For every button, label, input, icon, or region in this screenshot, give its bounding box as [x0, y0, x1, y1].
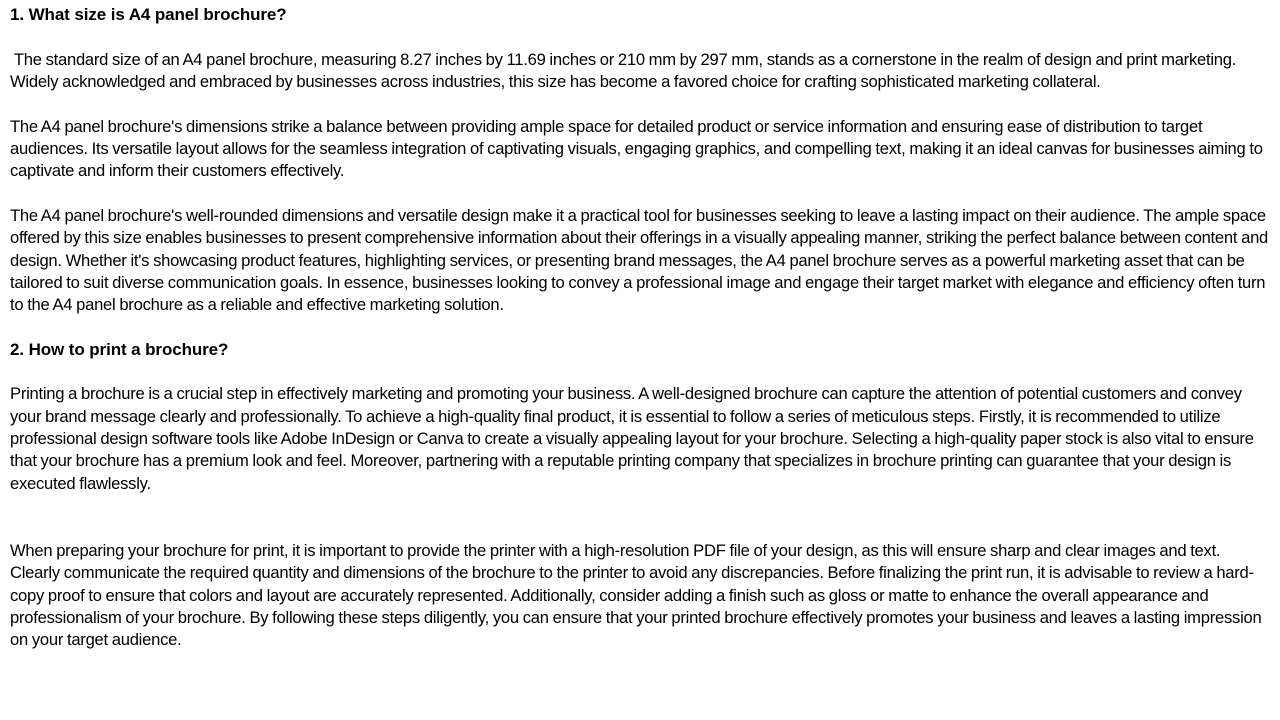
paragraph-printing-steps: Printing a brochure is a crucial step in effectively marketing and promoting your business. A well-designed brochure can capture the attention of potential customers and convey your brand message clearly and professionally. To achieve a high-quality final product, it is essential to follow a series of meticulous steps. Firstly, it is recommended to utilize professional design software tools like Adobe InDesign or Canva to create a visually appealing layout for your brochure. Selecting a high-quality paper stock is also vital to ensure that your brochure has a premium look and feel. Moreover, partnering with a reputable printing company that specializes in brochure printing can guarantee that your design is executed flawlessly.	[10, 384, 1254, 493]
paragraph-a4-intro: The standard size of an A4 panel brochure, measuring 8.27 inches by 11.69 inches or 210 mm by 297 mm, stands as a cornerstone in the realm of design and print marketing. Widely acknowledged and embraced by businesses across industries, this size has become a favored choice for crafting sophisticated marketing collateral.	[10, 49, 1240, 91]
spacer	[10, 26, 1280, 49]
paragraph-a4-design: The A4 panel brochure's well-rounded dimensions and versatile design make it a practical tool for businesses seeking to leave a lasting impact on their audience. The ample space offered by this size enables businesses to present comprehensive information about their offerings in a visually appealing manner, striking the perfect balance between content and design. Whether it's showcasing product features, highlighting services, or presenting brand messages, the A4 panel brochure serves as a powerful marketing asset that can be tailored to suit diverse communication goals. In essence, businesses looking to convey a professional image and engage their target market with elegance and efficiency often turn to the A4 panel brochure as a reliable and effective marketing solution.	[10, 205, 1269, 315]
section-heading-a4-size: 1. What size is A4 panel brochure?	[10, 5, 287, 24]
spacer	[10, 361, 1280, 384]
spacer	[10, 316, 1280, 339]
paragraph-a4-dimensions: The A4 panel brochure's dimensions strike a balance between providing ample space for detailed product or service information and ensuring ease of distribution to target audiences. Its versatile layout allows for the seamless integration of captivating visuals, engaging graphics, and compelling text, making it an ideal canvas for businesses aiming to captivate and inform their customers effectively.	[10, 116, 1263, 181]
section-heading-how-to-print: 2. How to print a brochure?	[10, 339, 229, 359]
spacer	[10, 495, 1280, 540]
spacer	[10, 93, 1280, 116]
paragraph-print-preparation: When preparing your brochure for print, it is important to provide the printer with a high-resolution PDF file of your design, as this will ensure sharp and clear images and text. Clearly communicate the required quantity and dimensions of the brochure to the printer to avoid any discrepancies. Before finalizing the print run, it is advisable to review a hard-copy proof to ensure that colors and layout are accurately represented. Additionally, consider adding a finish such as gloss or matte to enhance the overall appearance and professionalism of your brochure. By following these steps diligently, you can ensure that your printed brochure effectively promotes your business and leaves a lasting impression on your target audience.	[10, 540, 1262, 650]
spacer	[10, 182, 1280, 205]
